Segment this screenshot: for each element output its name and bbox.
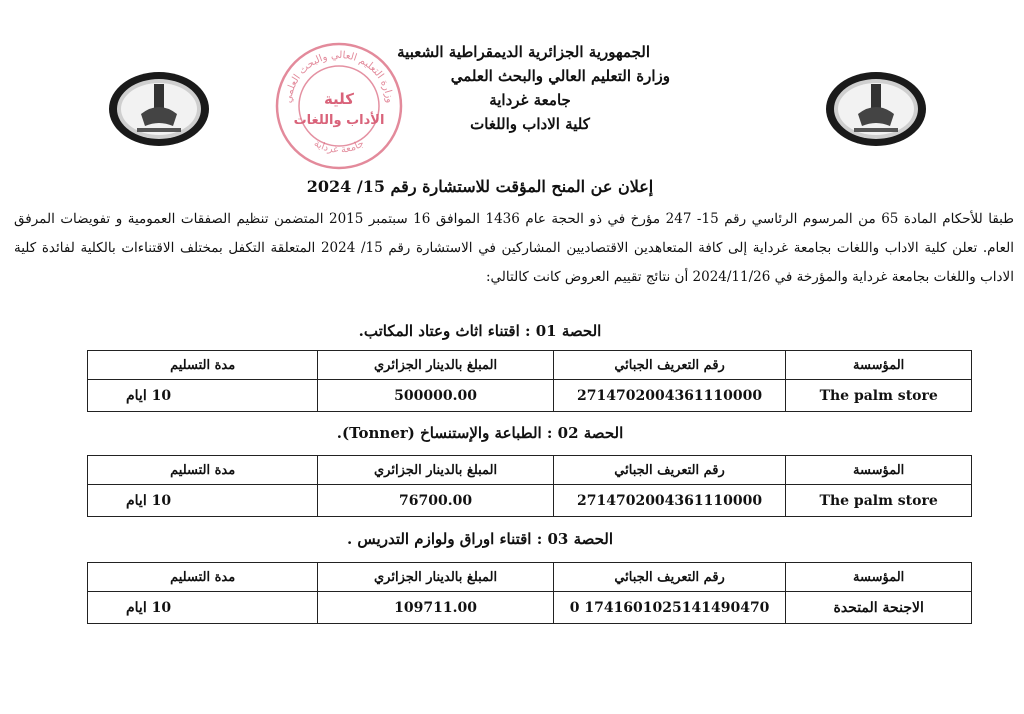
header-duration: مدة التسليم [88,351,318,380]
ministry-name: وزارة التعليم العالي والبحث العلمي [450,67,670,85]
header-institution: المؤسسة [786,351,972,380]
lot-table [87,350,972,412]
cell-tax-id: 2714702004361110000 [553,485,786,517]
header-amount: المبلغ بالدينار الجزائري [318,563,553,592]
header-tax-id: رقم التعريف الجبائي [553,351,786,380]
letterhead [380,40,680,136]
table-row [88,380,972,412]
lot-table [87,562,972,624]
cell-amount: 500000.00 [318,380,553,412]
stamp-center-line1: كلية [323,90,355,108]
header-institution: المؤسسة [786,456,972,485]
university-name: جامعة غرداية [489,91,571,109]
cell-duration: 10 ايام [88,592,318,624]
university-emblem-icon [107,70,211,148]
stamp-center-line2: الأداب واللغات [293,113,385,128]
header-duration: مدة التسليم [88,456,318,485]
table-header-row [88,456,972,485]
cell-tax-id: 1741601025141490470 0 [553,592,786,624]
cell-amount: 109711.00 [318,592,553,624]
header-duration: مدة التسليم [88,563,318,592]
faculty-name: كلية الاداب واللغات [470,115,590,133]
table-row [88,592,972,624]
announcement-body: طبقا للأحكام المادة 65 من المرسوم الرئاسي رقم 15- 247 مؤرخ في ذو الحجة عام 1436 الموافق 16 سبتمبر 2015 المتضمن تنظيم الصفقات العمومية و تفويضات المرفق العام. تعلن كلية الاداب واللغات بجامعة غرداية إلى كافة المتعاهدين الاقتصاديين المشاركين في الاستشارة رقم 15/ 2024 المتعلقة التكفل بمختلف الاقتناءات بالكلية لفائدة كلية الاداب واللغات بجامعة غرداية والمؤرخة في 2024/11/26 أن نتائج تقييم العروض كانت كالتالي: [14,211,1014,285]
university-emblem-icon [824,70,928,148]
announcement-title: إعلان عن المنح المؤقت للاستشارة رقم 15/ 2024 [306,177,654,196]
table-header-row [88,351,972,380]
lot-title: الحصة 02 : الطباعة والإستنساخ (Tonner). [336,424,624,442]
stamp-bottom-text: جامعة غرداية [311,137,367,156]
table-row [88,485,972,517]
lot-title: الحصة 01 : اقتناء اثاث وعتاد المكاتب. [358,322,602,340]
header-amount: المبلغ بالدينار الجزائري [318,351,553,380]
republic-name: الجمهورية الجزائرية الديمقراطية الشعبية [397,43,650,61]
svg-text:جامعة غرداية [312,138,366,156]
cell-amount: 76700.00 [318,485,553,517]
header-tax-id: رقم التعريف الجبائي [553,456,786,485]
lot-table [87,455,972,517]
cell-institution: The palm store [786,485,972,517]
cell-institution: الاجنحة المتحدة [786,592,972,624]
header-tax-id: رقم التعريف الجبائي [553,563,786,592]
header-amount: المبلغ بالدينار الجزائري [318,456,553,485]
header-institution: المؤسسة [786,563,972,592]
cell-duration: 10 ايام [88,485,318,517]
cell-institution: The palm store [786,380,972,412]
lot-title: الحصة 03 : اقتناء اوراق ولوازم التدريس . [346,530,614,548]
cell-duration: 10 ايام [88,380,318,412]
table-header-row [88,563,972,592]
stamp-ring-text: وزارة التعليم العالي والبحث العلمي [282,49,395,104]
cell-tax-id: 2714702004361110000 [553,380,786,412]
